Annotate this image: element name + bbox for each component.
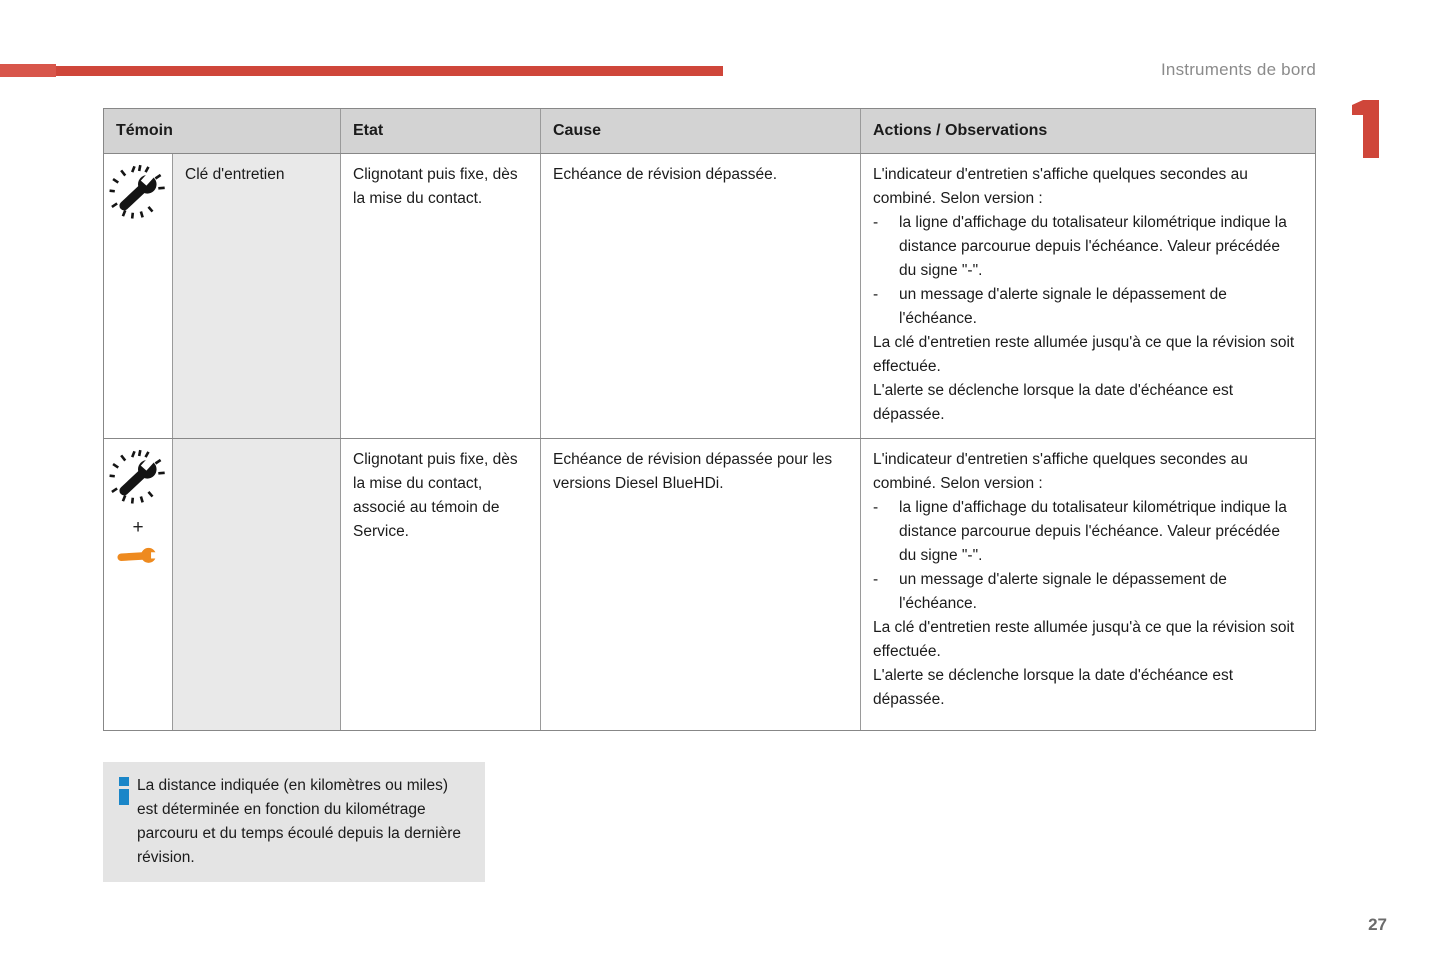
table-header-row — [104, 109, 1315, 154]
bullet-dash: - — [873, 214, 879, 231]
bullet-text: la ligne d'affichage du totalisateur kilométrique indique la distance parcourue depuis l'échéance. Valeur précédée du signe "-". — [899, 499, 1287, 564]
col-header-cause: Cause — [541, 109, 861, 153]
chapter-one-glyph — [1352, 100, 1379, 158]
actions-bullet — [873, 211, 1301, 283]
bullet-dash: - — [873, 286, 879, 303]
cell-actions — [861, 154, 1315, 438]
actions-bullet — [873, 568, 1301, 616]
cell-temoin — [104, 439, 341, 730]
accent-bar — [0, 66, 723, 76]
table-row — [104, 154, 1315, 439]
bullet-text: un message d'alerte signale le dépassement de l'échéance. — [899, 286, 1227, 327]
cell-actions — [861, 439, 1315, 730]
indicator-icon-cell — [104, 439, 173, 730]
indicator-icon-cell — [104, 154, 173, 438]
page-number: 27 — [1368, 915, 1387, 934]
cell-temoin — [104, 154, 341, 438]
chapter-tab-1 — [1352, 100, 1379, 158]
accent-bar-left-segment — [0, 64, 56, 77]
actions-outro: La clé d'entretien reste allumée jusqu'à ce que la révision soit effectuée. — [873, 619, 1295, 660]
cell-etat: Clignotant puis fixe, dès la mise du contact. — [341, 154, 541, 438]
col-header-temoin: Témoin — [104, 109, 341, 153]
actions-bullet — [873, 283, 1301, 331]
cell-etat: Clignotant puis fixe, dès la mise du contact, associé au témoin de Service. — [341, 439, 541, 730]
plus-sign: + — [132, 517, 144, 538]
actions-intro: L'indicateur d'entretien s'affiche quelques secondes au combiné. Selon version : — [873, 166, 1248, 207]
info-icon — [119, 777, 129, 805]
col-header-actions: Actions / Observations — [873, 122, 1048, 139]
actions-outro: La clé d'entretien reste allumée jusqu'à ce que la révision soit effectuée. — [873, 334, 1295, 375]
info-note — [103, 762, 485, 882]
cell-cause: Echéance de révision dépassée pour les versions Diesel BlueHDi. — [541, 439, 861, 730]
actions-outro: L'alerte se déclenche lorsque la date d'échéance est dépassée. — [873, 667, 1234, 708]
wrench-blinking-icon — [109, 449, 167, 507]
service-wrench-icon — [115, 543, 161, 569]
bullet-dash: - — [873, 499, 879, 516]
info-icon-stem — [119, 789, 129, 805]
indicator-label: Clé d'entretien — [173, 154, 340, 438]
bullet-text: un message d'alerte signale le dépassement de l'échéance. — [899, 571, 1227, 612]
wrench-blinking-icon — [109, 164, 167, 222]
col-header-etat: Etat — [341, 109, 541, 153]
page-title: Instruments de bord — [1161, 60, 1316, 79]
cell-cause: Echéance de révision dépassée. — [541, 154, 861, 438]
actions-bullet — [873, 496, 1301, 568]
bullet-text: la ligne d'affichage du totalisateur kilométrique indique la distance parcourue depuis l'échéance. Valeur précédée du signe "-". — [899, 214, 1287, 279]
info-note-text: La distance indiquée (en kilomètres ou miles) est déterminée en fonction du kilométrage parcouru et du temps écoulé depuis la dernière révision. — [137, 777, 461, 866]
indicator-table — [103, 108, 1316, 731]
info-icon-dot — [119, 777, 129, 786]
actions-intro: L'indicateur d'entretien s'affiche quelques secondes au combiné. Selon version : — [873, 451, 1248, 492]
actions-outro: L'alerte se déclenche lorsque la date d'échéance est dépassée. — [873, 382, 1234, 423]
indicator-label — [173, 439, 340, 730]
bullet-dash: - — [873, 571, 879, 588]
table-row — [104, 439, 1315, 731]
